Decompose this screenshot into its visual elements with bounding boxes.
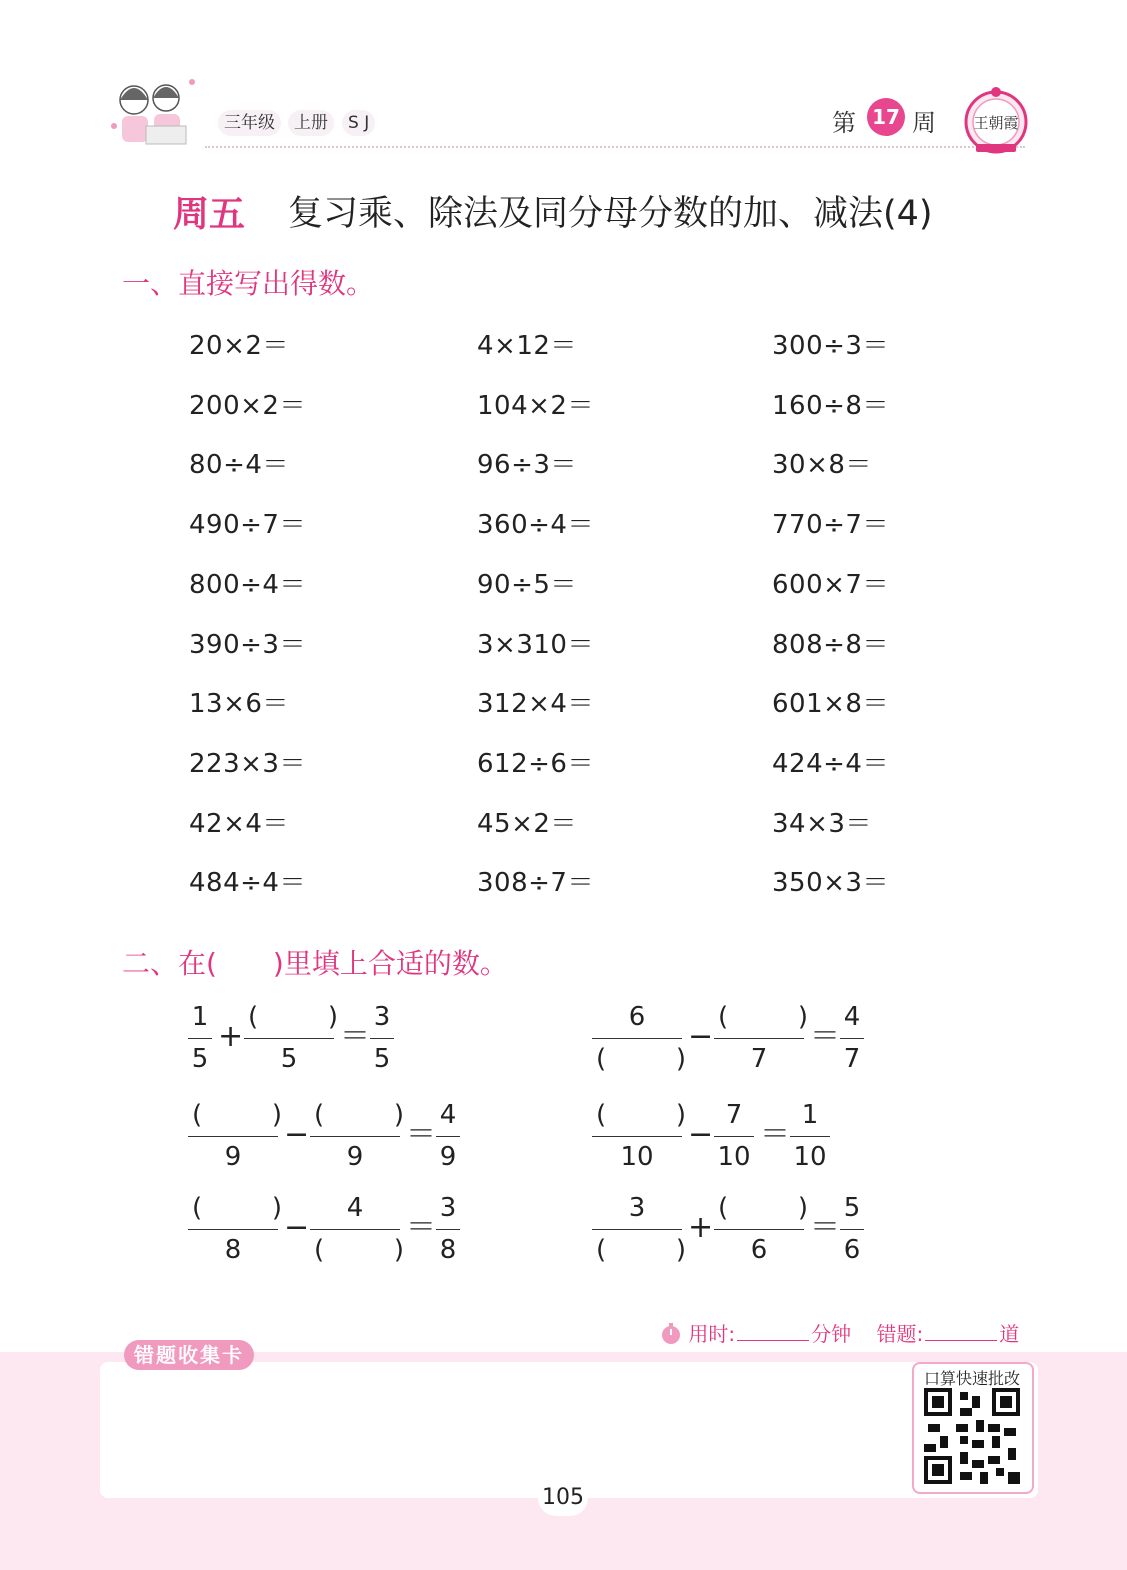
arithmetic-item: 30×8＝ bbox=[772, 450, 872, 481]
arithmetic-item: 96÷3＝ bbox=[477, 450, 577, 481]
fraction-result-numerator: 4 bbox=[843, 1002, 861, 1032]
arithmetic-item: 308÷7＝ bbox=[477, 868, 594, 899]
arithmetic-item: 770÷7＝ bbox=[772, 510, 889, 541]
fraction-right bbox=[714, 1100, 754, 1172]
operator-sign: − bbox=[688, 1019, 714, 1054]
fraction-left bbox=[592, 1193, 686, 1265]
fraction-result bbox=[790, 1100, 830, 1172]
fraction-right-bar bbox=[714, 1038, 804, 1039]
week-number-badge: 17 bbox=[867, 98, 905, 136]
fraction-result-bar bbox=[370, 1038, 394, 1039]
fraction-result-numerator: 3 bbox=[439, 1193, 457, 1223]
arithmetic-item: 223×3＝ bbox=[189, 748, 306, 779]
svg-text:王朝霞: 王朝霞 bbox=[973, 114, 1019, 132]
fraction-right-denominator: 7 bbox=[750, 1044, 768, 1074]
arithmetic-item: 4×12＝ bbox=[477, 331, 577, 361]
fraction-right-denominator: 6 bbox=[750, 1235, 768, 1265]
week-prefix: 第 bbox=[832, 109, 856, 137]
error-blank[interactable] bbox=[925, 1340, 997, 1341]
arithmetic-item: 45×2＝ bbox=[477, 808, 577, 839]
fraction-left-numerator: 3 bbox=[628, 1193, 646, 1223]
arithmetic-item: 490÷7＝ bbox=[189, 510, 306, 541]
equals-sign: ＝ bbox=[406, 1210, 436, 1245]
section1-heading: 一、直接写出得数。 bbox=[122, 267, 375, 300]
arithmetic-item: 808÷8＝ bbox=[772, 629, 889, 660]
page-number: 105 bbox=[538, 1480, 588, 1516]
fraction-left bbox=[592, 1100, 686, 1172]
fraction-right-numerator: ( ) bbox=[314, 1100, 404, 1130]
fraction-left-bar bbox=[188, 1136, 278, 1137]
fraction-right-numerator: 7 bbox=[725, 1100, 743, 1130]
operator-sign: + bbox=[218, 1019, 244, 1054]
fraction-left-denominator: ( ) bbox=[596, 1044, 686, 1074]
title-day: 周五 bbox=[173, 194, 246, 235]
equals-sign: ＝ bbox=[810, 1019, 840, 1054]
volume-tag: 上册 bbox=[288, 110, 334, 136]
fraction-result-denominator: 8 bbox=[439, 1235, 457, 1265]
arithmetic-item: 80÷4＝ bbox=[189, 450, 289, 481]
fraction-left-numerator: ( ) bbox=[596, 1100, 686, 1130]
fraction-left-bar bbox=[592, 1136, 682, 1137]
operator-sign: − bbox=[284, 1117, 310, 1152]
arithmetic-item: 13×6＝ bbox=[189, 689, 289, 720]
fraction-right bbox=[714, 1193, 808, 1265]
arithmetic-item: 390÷3＝ bbox=[189, 629, 306, 660]
section2-heading: 二、在( )里填上合适的数。 bbox=[122, 947, 508, 980]
qr-code-icon[interactable] bbox=[924, 1388, 1020, 1484]
edition-tag: S J bbox=[342, 110, 375, 136]
fraction-result bbox=[840, 1002, 864, 1074]
arithmetic-item: 350×3＝ bbox=[772, 868, 889, 899]
fraction-right-numerator: ( ) bbox=[718, 1193, 808, 1223]
fraction-right-numerator: ( ) bbox=[248, 1002, 338, 1032]
time-blank[interactable] bbox=[737, 1340, 809, 1341]
arithmetic-item: 312×4＝ bbox=[477, 689, 594, 720]
fraction-left-numerator: ( ) bbox=[192, 1193, 282, 1223]
arithmetic-item: 424÷4＝ bbox=[772, 748, 889, 779]
fraction-left-denominator: 8 bbox=[224, 1235, 242, 1265]
arithmetic-item: 90÷5＝ bbox=[477, 569, 577, 600]
fraction-right-bar bbox=[714, 1136, 754, 1137]
operator-sign: + bbox=[688, 1210, 714, 1245]
grade-tag: 三年级 bbox=[218, 110, 281, 136]
fraction-result-denominator: 6 bbox=[843, 1235, 861, 1265]
page-title: 复习乘、除法及同分母分数的加、减法(4) bbox=[288, 194, 933, 234]
arithmetic-item: 42×4＝ bbox=[189, 808, 289, 839]
fraction-right-bar bbox=[310, 1136, 400, 1137]
fraction-left-numerator: ( ) bbox=[192, 1100, 282, 1130]
qr-label: 口算快速批改 bbox=[923, 1369, 1020, 1388]
fraction-result-denominator: 5 bbox=[373, 1044, 391, 1074]
fraction-left-denominator: 10 bbox=[620, 1142, 654, 1172]
error-collection-card bbox=[100, 1362, 1038, 1498]
fraction-left-denominator: 9 bbox=[224, 1142, 242, 1172]
time-unit: 分钟 bbox=[811, 1322, 852, 1346]
fraction-right bbox=[244, 1002, 338, 1074]
error-card-title: 错题收集卡 bbox=[124, 1340, 254, 1370]
time-label: 用时: bbox=[688, 1322, 736, 1346]
fraction-left bbox=[188, 1100, 282, 1172]
fraction-result-denominator: 10 bbox=[793, 1142, 827, 1172]
arithmetic-item: 200×2＝ bbox=[189, 390, 306, 421]
fraction-left-denominator: 5 bbox=[191, 1044, 209, 1074]
arithmetic-item: 104×2＝ bbox=[477, 390, 594, 421]
cartoon-kids-illustration bbox=[106, 70, 202, 154]
brand-seal-logo bbox=[962, 84, 1030, 156]
arithmetic-item: 300÷3＝ bbox=[772, 331, 889, 361]
fraction-right-numerator: 4 bbox=[346, 1193, 364, 1223]
arithmetic-item: 484÷4＝ bbox=[189, 868, 306, 899]
week-suffix: 周 bbox=[912, 109, 936, 137]
arithmetic-item: 34×3＝ bbox=[772, 808, 872, 839]
arithmetic-item: 612÷6＝ bbox=[477, 748, 594, 779]
fraction-result-numerator: 1 bbox=[801, 1100, 819, 1130]
fraction-right-denominator: 10 bbox=[717, 1142, 751, 1172]
fraction-right bbox=[714, 1002, 808, 1074]
equals-sign: ＝ bbox=[810, 1210, 840, 1245]
fraction-right-denominator: ( ) bbox=[314, 1235, 404, 1265]
fraction-result-denominator: 7 bbox=[843, 1044, 861, 1074]
fraction-right-bar bbox=[310, 1229, 400, 1230]
fraction-result-bar bbox=[840, 1038, 864, 1039]
fraction-left-numerator: 1 bbox=[191, 1002, 209, 1032]
error-unit: 道 bbox=[999, 1322, 1020, 1346]
equals-sign: ＝ bbox=[760, 1117, 790, 1152]
time-record bbox=[660, 1318, 1019, 1347]
fraction-result-numerator: 4 bbox=[439, 1100, 457, 1130]
arithmetic-item: 600×7＝ bbox=[772, 569, 889, 600]
fraction-result bbox=[840, 1193, 864, 1265]
arithmetic-item: 20×2＝ bbox=[189, 331, 289, 361]
fraction-right-denominator: 5 bbox=[280, 1044, 298, 1074]
fraction-left-bar bbox=[592, 1229, 682, 1230]
fraction-right bbox=[310, 1100, 404, 1172]
fraction-right-denominator: 9 bbox=[346, 1142, 364, 1172]
header-divider bbox=[205, 146, 1025, 148]
operator-sign: − bbox=[284, 1210, 310, 1245]
operator-sign: − bbox=[688, 1117, 714, 1152]
fraction-right bbox=[310, 1193, 404, 1265]
arithmetic-item: 601×8＝ bbox=[772, 689, 889, 720]
fraction-result bbox=[436, 1100, 460, 1172]
arithmetic-item: 360÷4＝ bbox=[477, 510, 594, 541]
fraction-result bbox=[370, 1002, 394, 1074]
fraction-right-numerator: ( ) bbox=[718, 1002, 808, 1032]
fraction-left bbox=[188, 1193, 282, 1265]
fraction-left-denominator: ( ) bbox=[596, 1235, 686, 1265]
fraction-right-bar bbox=[244, 1038, 334, 1039]
fraction-result-bar bbox=[436, 1136, 460, 1137]
fraction-result bbox=[436, 1193, 460, 1265]
fraction-result-bar bbox=[436, 1229, 460, 1230]
fraction-result-numerator: 3 bbox=[373, 1002, 391, 1032]
error-label: 错题: bbox=[876, 1322, 924, 1346]
fraction-left-bar bbox=[188, 1038, 212, 1039]
arithmetic-item: 800÷4＝ bbox=[189, 569, 306, 600]
arithmetic-item: 3×310＝ bbox=[477, 629, 594, 660]
fraction-left-numerator: 6 bbox=[628, 1002, 646, 1032]
fraction-result-denominator: 9 bbox=[439, 1142, 457, 1172]
fraction-result-bar bbox=[840, 1229, 864, 1230]
fraction-right-bar bbox=[714, 1229, 804, 1230]
equals-sign: ＝ bbox=[340, 1019, 370, 1054]
fraction-result-numerator: 5 bbox=[843, 1193, 861, 1223]
fraction-result-bar bbox=[790, 1136, 830, 1137]
fraction-left bbox=[592, 1002, 686, 1074]
equals-sign: ＝ bbox=[406, 1117, 436, 1152]
fraction-left-bar bbox=[188, 1229, 278, 1230]
stopwatch-icon bbox=[660, 1323, 682, 1345]
fraction-left bbox=[188, 1002, 212, 1074]
arithmetic-item: 160÷8＝ bbox=[772, 390, 889, 421]
fraction-left-bar bbox=[592, 1038, 682, 1039]
